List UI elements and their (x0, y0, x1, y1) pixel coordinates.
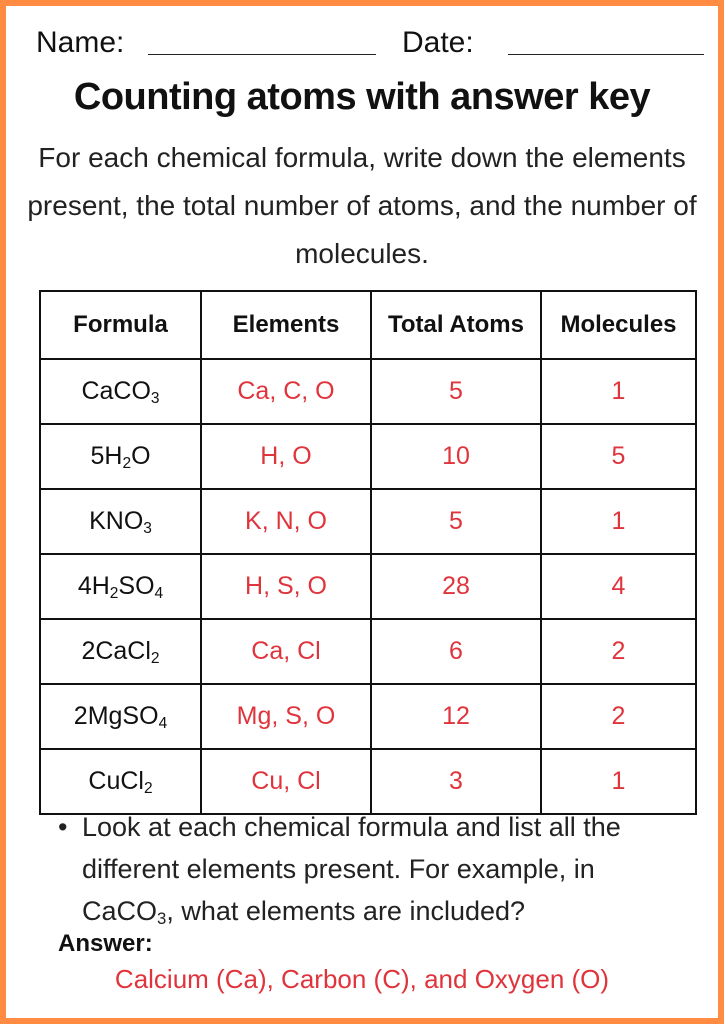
table-header-row (40, 291, 696, 359)
question-block (58, 806, 688, 932)
date-blank-line[interactable] (508, 54, 704, 55)
total-atoms-cell: 5 (371, 359, 541, 424)
formula-cell: $5H_2O$ (40, 424, 201, 489)
molecules-cell: 2 (541, 684, 696, 749)
total-atoms-cell: 10 (371, 424, 541, 489)
name-date-row (36, 26, 698, 70)
elements-cell: Ca, C, O (201, 359, 371, 424)
column-header-molecules: Molecules (541, 291, 696, 359)
formula-cell: $4H_2SO_4$ (40, 554, 201, 619)
formula-cell: CuCl$_2$ (40, 749, 201, 814)
instructions-text: For each chemical formula, write down the elements present, the total number of atoms, and the number of molecules. (27, 142, 697, 269)
elements-cell: Ca, Cl (201, 619, 371, 684)
date-label: Date: (402, 26, 474, 59)
elements-cell: K, N, O (201, 489, 371, 554)
answer-label: Answer: (58, 930, 153, 957)
table-row (40, 749, 696, 814)
elements-cell: H, S, O (201, 554, 371, 619)
table-row (40, 424, 696, 489)
elements-cell: Mg, S, O (201, 684, 371, 749)
answer-text: Calcium (Ca), Carbon (C), and Oxygen (O) (114, 964, 610, 994)
column-header-elements: Elements (201, 291, 371, 359)
total-atoms-cell: 3 (371, 749, 541, 814)
molecules-cell: 1 (541, 489, 696, 554)
molecules-cell: 1 (541, 749, 696, 814)
formula-cell: 2MgSO$_4$ (40, 684, 201, 749)
bullet-icon: • (58, 812, 68, 842)
column-header-total-atoms: Total Atoms (371, 291, 541, 359)
table-row (40, 684, 696, 749)
total-atoms-cell: 28 (371, 554, 541, 619)
table-row (40, 489, 696, 554)
name-label: Name: (36, 26, 125, 59)
column-header-formula: Formula (40, 291, 201, 359)
formula-cell: $KNO_3$ (40, 489, 201, 554)
total-atoms-cell: 12 (371, 684, 541, 749)
molecules-cell: 1 (541, 359, 696, 424)
elements-cell: H, O (201, 424, 371, 489)
worksheet-page (6, 6, 718, 1018)
molecules-cell: 4 (541, 554, 696, 619)
total-atoms-cell: 5 (371, 489, 541, 554)
formula-cell: CaCO$_3$ (40, 359, 201, 424)
table-row (40, 359, 696, 424)
elements-cell: Cu, Cl (201, 749, 371, 814)
name-blank-line[interactable] (148, 54, 376, 55)
formula-cell: 2CaCl$_2$ (40, 619, 201, 684)
page-title: Counting atoms with answer key (73, 76, 651, 118)
table-row (40, 619, 696, 684)
question-text: Look at each chemical formula and list all the different elements present. For example, in CaCO$_3$, what elements are included? (82, 812, 621, 929)
molecules-cell: 5 (541, 424, 696, 489)
total-atoms-cell: 6 (371, 619, 541, 684)
table-row (40, 554, 696, 619)
atoms-table (39, 290, 697, 815)
molecules-cell: 2 (541, 619, 696, 684)
